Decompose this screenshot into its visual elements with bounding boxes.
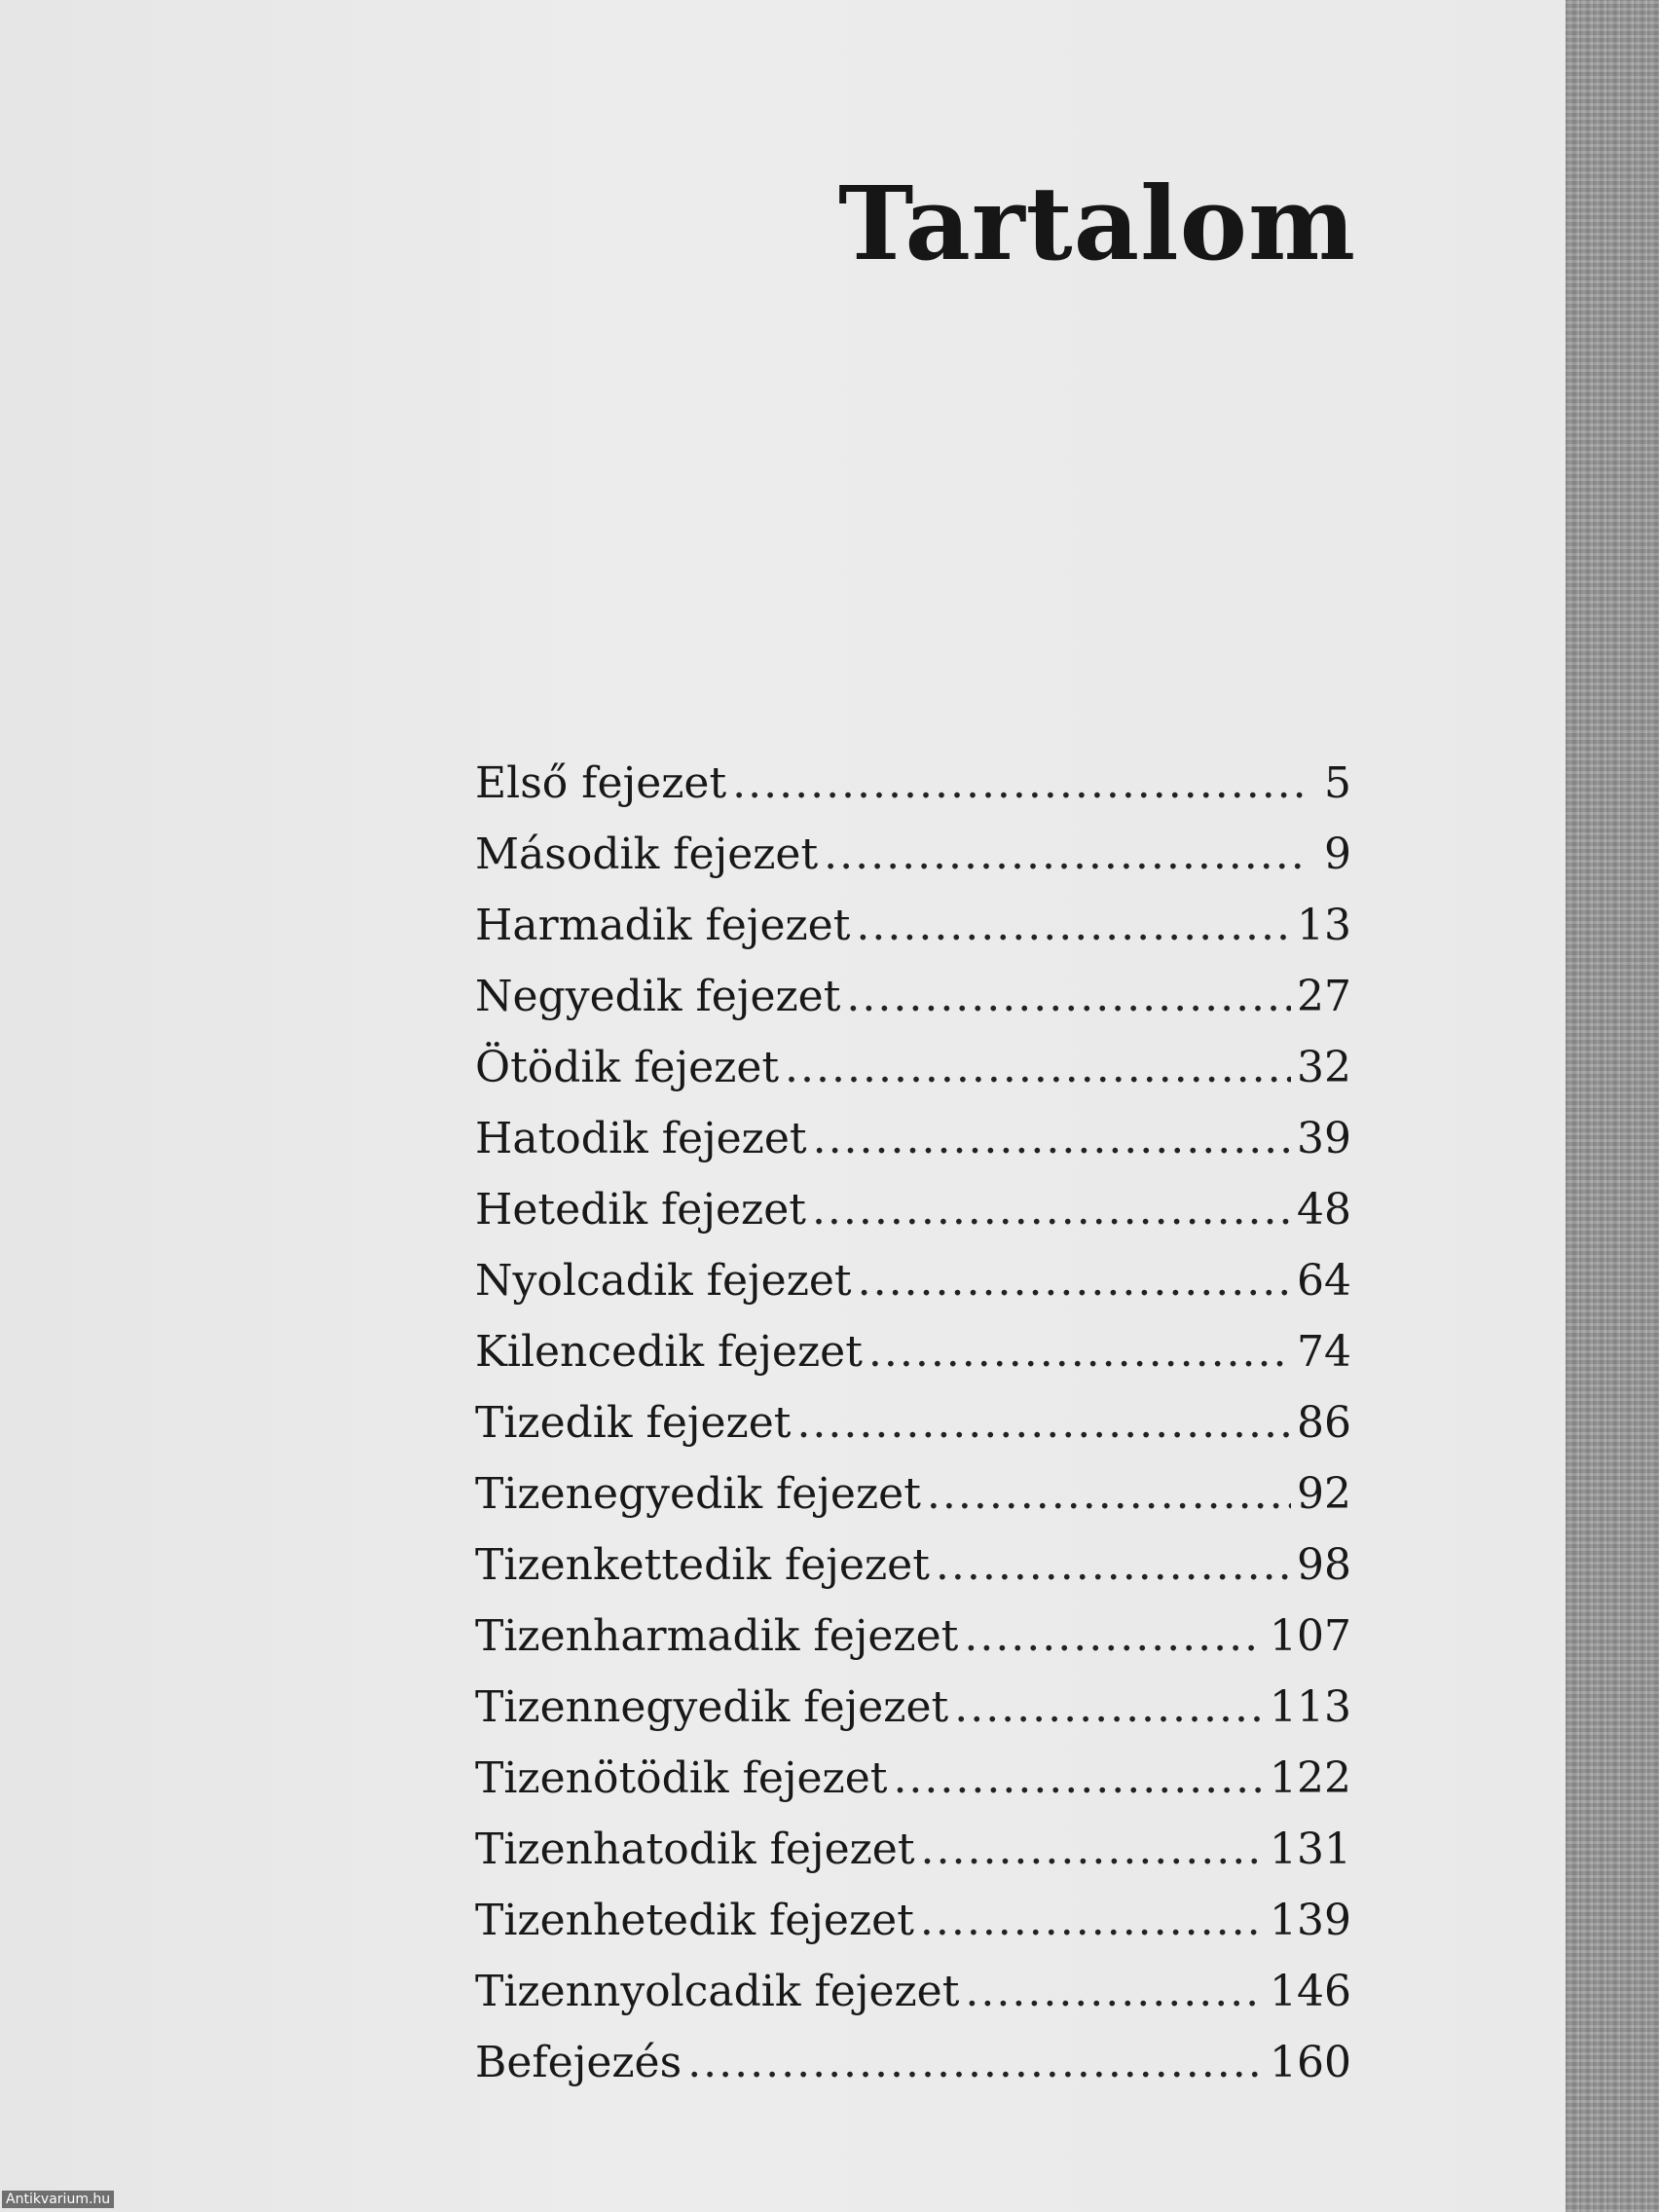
toc-dot-leader [846,961,1291,1032]
toc-dot-leader [687,2027,1264,2098]
toc-entry-page: 139 [1270,1896,1351,1945]
toc-entry-label: Negyedik fejezet [475,972,841,1021]
toc-dot-leader [856,890,1291,961]
toc-entry-label: Tizedik fejezet [475,1398,792,1448]
toc-entry-label: Tizenharmadik fejezet [475,1611,959,1661]
toc-entry-label: Első fejezet [475,758,727,808]
toc-entry-page: 146 [1270,1967,1351,2016]
toc-entry-page: 86 [1297,1398,1351,1448]
watermark: Antikvarium.hu [2,2191,114,2208]
toc-entry [475,890,1351,961]
table-of-contents [475,748,1351,2098]
toc-entry-label: Hatodik fejezet [475,1114,807,1163]
toc-entry [475,1743,1351,1814]
toc-entry-page: 64 [1297,1256,1351,1306]
toc-entry [475,1245,1351,1316]
toc-entry-page: 9 [1324,830,1351,879]
toc-dot-leader [893,1743,1264,1814]
toc-entry-label: Tizennegyedik fejezet [475,1682,949,1732]
toc-entry-page: 92 [1297,1469,1351,1519]
toc-entry [475,1672,1351,1743]
toc-dot-leader [936,1530,1291,1601]
toc-entry-label: Tizenhatodik fejezet [475,1825,915,1874]
toc-entry [475,819,1351,890]
toc-dot-leader [796,1387,1291,1458]
toc-dot-leader [927,1458,1291,1530]
page-title: Tartalom [838,163,1356,283]
toc-entry [475,1885,1351,1956]
toc-entry-label: Tizenkettedik fejezet [475,1540,930,1590]
toc-entry-label: Tizennyolcadik fejezet [475,1967,960,2016]
toc-entry [475,1458,1351,1530]
toc-entry-page: 5 [1324,758,1351,808]
toc-dot-leader [812,1174,1291,1245]
toc-entry-page: 98 [1297,1540,1351,1590]
toc-dot-leader [785,1032,1291,1103]
toc-entry [475,748,1351,819]
toc-dot-leader [921,1814,1265,1885]
toc-entry-page: 113 [1270,1682,1351,1732]
toc-entry-label: Hetedik fejezet [475,1185,806,1235]
toc-dot-leader [964,1601,1264,1672]
toc-entry-page: 27 [1297,972,1351,1021]
toc-entry [475,1956,1351,2027]
toc-entry-page: 32 [1297,1043,1351,1092]
toc-entry [475,961,1351,1032]
toc-entry-label: Befejezés [475,2038,682,2087]
toc-entry-page: 74 [1297,1327,1351,1377]
toc-entry-page: 48 [1297,1185,1351,1235]
toc-entry-label: Nyolcadik fejezet [475,1256,852,1306]
toc-entry-page: 160 [1270,2038,1351,2087]
toc-dot-leader [920,1885,1264,1956]
toc-dot-leader [824,819,1307,890]
toc-entry-label: Tizenegyedik fejezet [475,1469,921,1519]
toc-dot-leader [732,748,1307,819]
toc-dot-leader [858,1245,1291,1316]
toc-entry [475,2027,1351,2098]
toc-dot-leader [868,1316,1291,1387]
toc-entry-page: 13 [1297,901,1351,950]
toc-entry-label: Tizenötödik fejezet [475,1753,888,1803]
toc-entry [475,1103,1351,1174]
toc-entry-label: Harmadik fejezet [475,901,851,950]
toc-dot-leader [965,1956,1264,2027]
toc-entry [475,1387,1351,1458]
toc-entry-label: Tizenhetedik fejezet [475,1896,914,1945]
toc-dot-leader [813,1103,1291,1174]
toc-entry [475,1174,1351,1245]
toc-entry-label: Második fejezet [475,830,819,879]
toc-entry [475,1814,1351,1885]
toc-entry-label: Kilencedik fejezet [475,1327,863,1377]
toc-entry [475,1032,1351,1103]
toc-entry [475,1530,1351,1601]
toc-entry-page: 39 [1297,1114,1351,1163]
toc-dot-leader [954,1672,1264,1743]
toc-entry-page: 107 [1270,1611,1351,1661]
toc-entry-page: 131 [1270,1825,1351,1874]
toc-entry [475,1601,1351,1672]
toc-entry-label: Ötödik fejezet [475,1043,780,1092]
book-page-edges [1566,0,1659,2212]
toc-entry-page: 122 [1270,1753,1351,1803]
toc-entry [475,1316,1351,1387]
